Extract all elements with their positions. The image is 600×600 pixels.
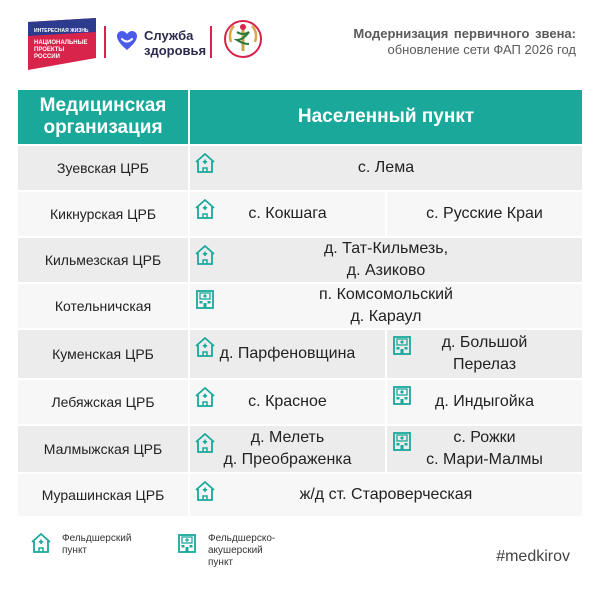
table-row — [18, 236, 582, 282]
settlement-area — [190, 380, 582, 424]
settlement-cell — [190, 426, 385, 472]
settlement-cell — [385, 330, 582, 378]
settlement-name: с. Русские Краи — [426, 205, 543, 222]
feldsher-point-icon — [194, 480, 216, 502]
settlement-cell — [190, 284, 582, 328]
settlement-name: ж/д ст. Староверческая — [299, 486, 473, 503]
header-divider — [210, 26, 212, 58]
feldsher-obstetric-point-icon — [391, 384, 413, 406]
ministry-emblem-icon — [222, 18, 264, 60]
organization-cell: Котельничская — [18, 284, 190, 328]
settlement-cell — [385, 192, 582, 236]
feldsher-point-icon — [194, 198, 216, 220]
legend-feldsher-label: Фельдшерский пункт — [62, 533, 132, 556]
feldsher-point-icon — [194, 432, 216, 454]
table-row — [18, 282, 582, 328]
sluzhba-line2: здоровья — [144, 43, 207, 58]
feldsher-point-icon — [194, 152, 216, 174]
settlement-cell — [190, 238, 582, 282]
feldsher-obstetric-point-icon — [391, 334, 413, 356]
organization-cell: Зуевская ЦРБ — [18, 146, 190, 190]
organization-cell: Кикнурская ЦРБ — [18, 192, 190, 236]
table-body — [18, 144, 582, 516]
settlement-cell — [190, 192, 385, 236]
heart-icon — [116, 30, 138, 52]
settlement-area — [190, 238, 582, 282]
organization-cell: Куменская ЦРБ — [18, 330, 190, 378]
legend-item-feldsher — [30, 532, 131, 559]
settlement-cell — [190, 474, 582, 516]
organization-cell: Кильмезская ЦРБ — [18, 238, 190, 282]
title-line2: обновление сети ФАП 2026 год — [387, 42, 576, 57]
header-settlement: Населенный пункт — [297, 106, 475, 127]
settlement-area — [190, 284, 582, 328]
national-projects-label: НАЦИОНАЛЬНЫЕ ПРОЕКТЫ РОССИИ — [34, 40, 88, 60]
feldsher-point-icon — [194, 244, 216, 266]
fap-table — [18, 90, 582, 516]
header — [0, 0, 600, 80]
feldsher-obstetric-point-icon — [194, 288, 216, 310]
settlement-cell — [385, 380, 582, 424]
title-line1: Модернизация первичного звена: — [353, 26, 576, 41]
settlement-area — [190, 192, 582, 236]
settlement-area — [190, 146, 582, 190]
feldsher-point-icon — [194, 336, 216, 358]
settlement-name: п. Комсомольский д. Караул — [319, 286, 453, 325]
settlement-name: д. Тат-Кильмезь, д. Азиково — [323, 240, 449, 279]
feldsher-point-icon — [30, 532, 52, 559]
organization-cell: Мурашинская ЦРБ — [18, 474, 190, 516]
header-medical-organization: Медицинская организация — [18, 90, 190, 144]
page-title — [353, 26, 576, 58]
table-header — [18, 90, 582, 144]
settlement-name: д. Мелеть д. Преображенка — [223, 429, 352, 468]
national-projects-tagline: ИНТЕРЕСНАЯ ЖИЗНЬ — [34, 28, 89, 34]
table-row — [18, 190, 582, 236]
hashtag: #medkirov — [496, 548, 570, 565]
table-row — [18, 328, 582, 378]
settlement-name: с. Рожки с. Мари-Малмы — [426, 429, 543, 468]
feldsher-obstetric-point-icon — [391, 430, 413, 452]
settlement-name: с. Кокшага — [248, 205, 327, 222]
settlement-cell — [385, 426, 582, 472]
settlement-name: д. Парфеновщина — [219, 345, 356, 362]
table-row — [18, 472, 582, 516]
legend-item-obstetric — [176, 532, 275, 569]
settlement-name: д. Большой Перелаз — [441, 334, 528, 373]
settlement-name: д. Индыгойка — [435, 393, 534, 410]
table-row — [18, 424, 582, 472]
settlement-name: с. Лема — [357, 159, 415, 176]
organization-cell: Лебяжская ЦРБ — [18, 380, 190, 424]
settlement-name: с. Красное — [248, 393, 327, 410]
settlement-area — [190, 426, 582, 472]
legend-obstetric-label: Фельдшерско- акушерский пункт — [208, 533, 276, 568]
settlement-area — [190, 474, 582, 516]
feldsher-point-icon — [194, 386, 216, 408]
feldsher-obstetric-point-icon — [176, 532, 198, 569]
settlement-cell — [190, 146, 582, 190]
settlement-cell — [190, 330, 385, 378]
header-divider — [104, 26, 106, 58]
sluzhba-line1: Служба — [144, 28, 194, 43]
settlement-area — [190, 330, 582, 378]
table-row — [18, 144, 582, 190]
organization-cell: Малмыжская ЦРБ — [18, 426, 190, 472]
table-row — [18, 378, 582, 424]
settlement-cell — [190, 380, 385, 424]
national-projects-logo — [28, 18, 96, 70]
